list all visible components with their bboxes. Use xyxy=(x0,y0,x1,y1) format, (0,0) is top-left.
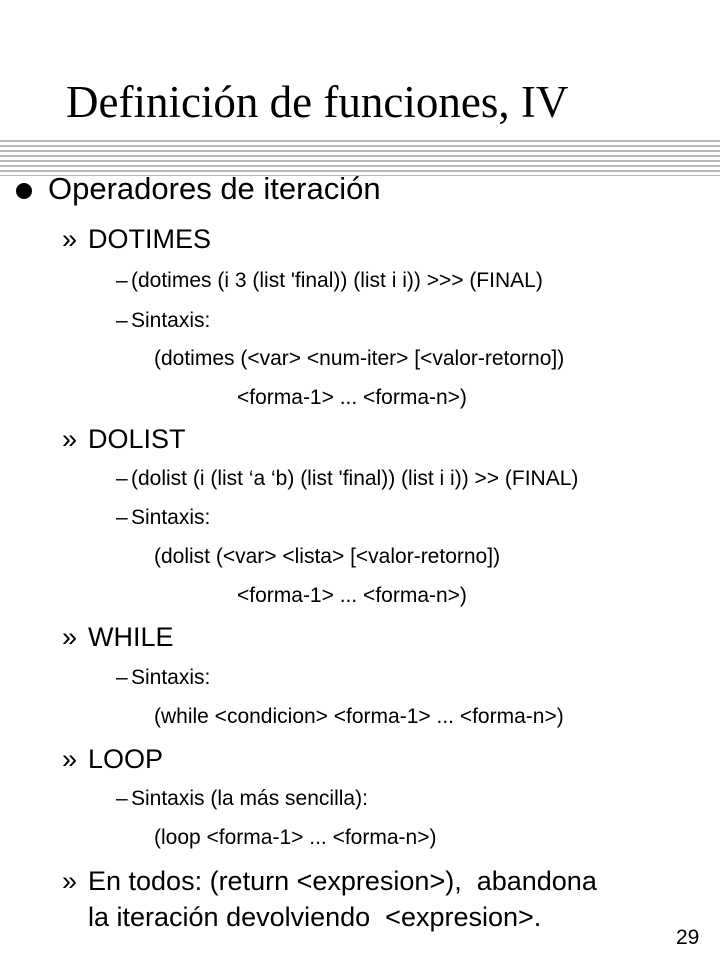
dash-marker-icon: – xyxy=(116,467,128,490)
chevron-marker-icon: » xyxy=(62,866,78,896)
dash-marker-icon: – xyxy=(116,506,128,529)
loop-syntax-label: Sintaxis (la más sencilla): xyxy=(131,787,368,810)
dolist-example: (dolist (i (list ‘a ‘b) (list 'final)) (list i i)) >> (FINAL) xyxy=(131,467,579,490)
dotimes-syntax-label: Sintaxis: xyxy=(131,309,211,332)
dotimes-syntax-line2: <forma-1> ... <forma-n>) xyxy=(237,386,467,409)
chevron-marker-icon: » xyxy=(62,744,78,774)
dolist-syntax-label: Sintaxis: xyxy=(131,506,211,529)
note-line2: la iteración devolviendo <expresion>. xyxy=(88,902,542,932)
chevron-marker-icon: » xyxy=(62,224,78,254)
chevron-marker-icon: » xyxy=(62,424,78,454)
bullet-dot-icon xyxy=(16,183,32,199)
dash-marker-icon: – xyxy=(116,269,128,292)
dotimes-heading: DOTIMES xyxy=(88,224,212,254)
loop-heading: LOOP xyxy=(88,744,164,774)
loop-syntax-line1: (loop <forma-1> ... <forma-n>) xyxy=(154,826,437,849)
dash-marker-icon: – xyxy=(116,309,128,332)
chevron-marker-icon: » xyxy=(62,622,78,652)
while-syntax-label: Sintaxis: xyxy=(131,666,211,689)
dolist-heading: DOLIST xyxy=(88,424,186,454)
note-line1: En todos: (return <expresion>), abandona xyxy=(88,866,597,896)
while-heading: WHILE xyxy=(88,622,174,652)
dotimes-syntax-line1: (dotimes (<var> <num-iter> [<valor-retorno]) xyxy=(154,347,565,370)
while-syntax-line1: (while <condicion> <forma-1> ... <forma-n>) xyxy=(154,705,564,728)
section-heading: Operadores de iteración xyxy=(48,171,381,206)
page-number: 29 xyxy=(676,926,700,949)
dolist-syntax-line1: (dolist (<var> <lista> [<valor-retorno]) xyxy=(154,545,501,568)
dotimes-example: (dotimes (i 3 (list 'final)) (list i i)) >>> (FINAL) xyxy=(131,269,543,292)
dash-marker-icon: – xyxy=(116,666,128,689)
slide-title: Definición de funciones, IV xyxy=(66,77,569,127)
dolist-syntax-line2: <forma-1> ... <forma-n>) xyxy=(237,584,467,607)
dash-marker-icon: – xyxy=(116,787,128,810)
